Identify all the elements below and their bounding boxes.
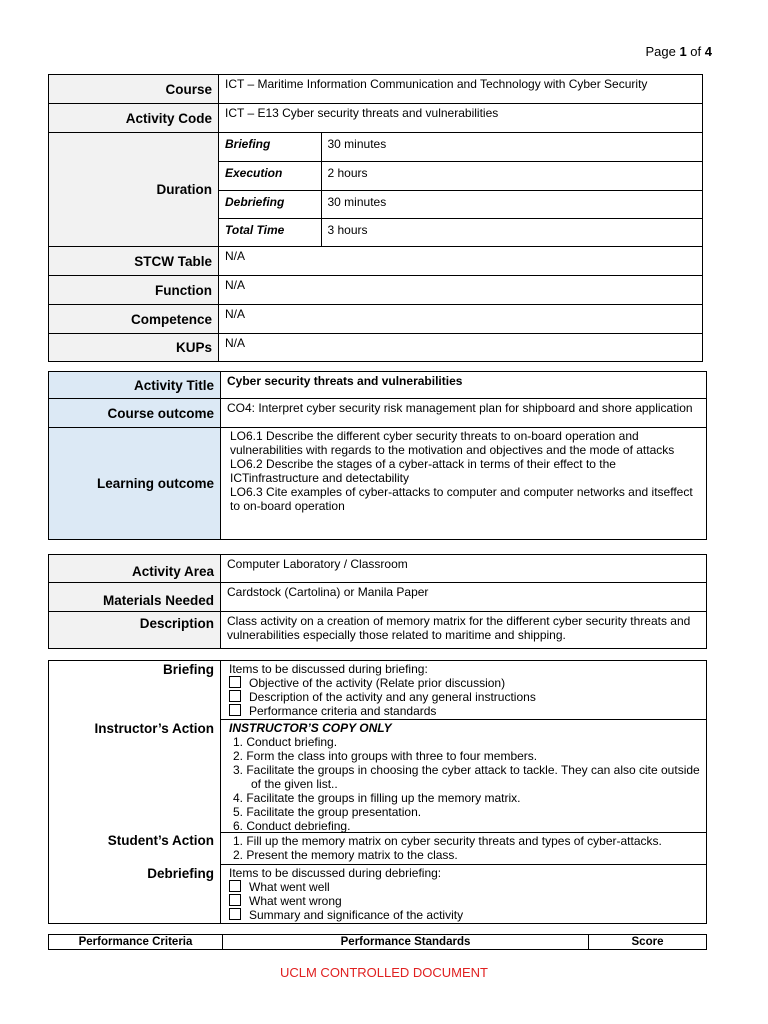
learning-outcome-list (221, 428, 707, 540)
stcw-value: N/A (219, 247, 703, 276)
competence-label: Competence (49, 305, 219, 334)
actions-cell (221, 720, 707, 865)
materials-value: Cardstock (Cartolina) or Manila Paper (221, 583, 707, 612)
kups-label: KUPs (49, 334, 219, 362)
debriefing-item: Summary and significance of the activity (229, 908, 700, 922)
debriefing-item: What went well (229, 880, 700, 894)
checkbox-icon (229, 908, 241, 920)
description-label: Description (49, 612, 221, 649)
function-label: Function (49, 276, 219, 305)
instructor-step: 6. Conduct debriefing. (233, 819, 351, 833)
procedure-table (48, 660, 707, 924)
score-header: Score (589, 935, 707, 950)
performance-standards-header: Performance Standards (223, 935, 589, 950)
activity-code-value: ICT – E13 Cyber security threats and vulnerabilities (219, 104, 703, 133)
duration-execution-value: 2 hours (321, 161, 702, 190)
briefing-intro: Items to be discussed during briefing: (229, 662, 428, 676)
performance-criteria-header: Performance Criteria (49, 935, 223, 950)
debriefing-label: Debriefing (49, 865, 221, 924)
checkbox-icon (229, 676, 241, 688)
student-action-label: Student’s Action (49, 833, 220, 863)
activity-area-value: Computer Laboratory / Classroom (221, 555, 707, 583)
function-value: N/A (219, 276, 703, 305)
debriefing-cell (221, 865, 707, 924)
course-info-table (48, 74, 703, 362)
instructor-step: 2. Form the class into groups with three to four members. (233, 749, 538, 763)
instructor-action-cell (221, 720, 706, 833)
instructor-action-label: Instructor’s Action (49, 720, 220, 833)
debriefing-intro: Items to be discussed during debriefing: (229, 866, 442, 880)
duration-execution-label: Execution (219, 161, 321, 190)
briefing-item: Performance criteria and standards (229, 704, 700, 718)
briefing-cell (221, 661, 707, 720)
stcw-label: STCW Table (49, 247, 219, 276)
learning-outcome-label: Learning outcome (49, 428, 221, 540)
activity-title-value: Cyber security threats and vulnerabilities (221, 372, 707, 399)
instructor-step: 4. Facilitate the groups in filling up the memory matrix. (233, 791, 521, 805)
page-number (645, 44, 712, 59)
description-value: Class activity on a creation of memory matrix for the different cyber security threats and vulnerabilities especially those related to maritime and shipping. (221, 612, 707, 649)
activity-title-label: Activity Title (49, 372, 221, 399)
kups-value: N/A (219, 334, 703, 362)
page-current: 1 (679, 44, 687, 59)
duration-briefing-label: Briefing (219, 133, 321, 161)
materials-label: Materials Needed (49, 583, 221, 612)
instructor-step: 3. Facilitate the groups in choosing the cyber attack to tackle. They can also cite outside of the given list.. (233, 763, 700, 791)
duration-total-label: Total Time (219, 218, 321, 246)
duration-total-value: 3 hours (321, 218, 702, 246)
activity-area-table (48, 554, 707, 649)
briefing-item: Description of the activity and any general instructions (229, 690, 700, 704)
briefing-label: Briefing (49, 661, 221, 720)
learning-outcome-1: LO6.1 Describe the different cyber security threats to on-board operation and vulnerabilities with regards to the motivation and objectives and the mode of attacks (230, 429, 675, 457)
duration-briefing-value: 30 minutes (321, 133, 702, 161)
instructor-step: 1. Conduct briefing. (233, 735, 338, 749)
duration-label: Duration (49, 133, 219, 247)
checkbox-icon (229, 880, 241, 892)
duration-debriefing-label: Debriefing (219, 190, 321, 218)
performance-header-table (48, 934, 707, 950)
learning-outcome-2: LO6.2 Describe the stages of a cyber-attack in terms of their effect to the ICTinfrastructure and detectability (230, 457, 616, 485)
learning-outcome-3: LO6.3 Cite examples of cyber-attacks to computer and computer networks and itseffect to on-board operation (230, 485, 693, 513)
checkbox-icon (229, 704, 241, 716)
activity-area-label: Activity Area (49, 555, 221, 583)
instructor-step: 5. Facilitate the group presentation. (233, 805, 422, 819)
student-step: 1. Fill up the memory matrix on cyber security threats and types of cyber-attacks. (233, 834, 662, 848)
duration-table (219, 133, 702, 246)
competence-value: N/A (219, 305, 703, 334)
outcomes-table (48, 371, 707, 540)
controlled-document-footer: UCLM CONTROLLED DOCUMENT (279, 965, 488, 980)
checkbox-icon (229, 690, 241, 702)
duration-cell (219, 133, 703, 247)
debriefing-item: What went wrong (229, 894, 700, 908)
instructor-copy-note: INSTRUCTOR’S COPY ONLY (229, 721, 392, 735)
page-prefix: Page (645, 44, 680, 59)
actions-label-cell (49, 720, 221, 865)
activity-code-label: Activity Code (49, 104, 219, 133)
course-outcome-value: CO4: Interpret cyber security risk management plan for shipboard and shore application (221, 399, 707, 428)
student-step: 2. Present the memory matrix to the class. (233, 848, 458, 862)
briefing-item: Objective of the activity (Relate prior discussion) (229, 676, 700, 690)
checkbox-icon (229, 894, 241, 906)
course-label: Course (49, 75, 219, 104)
page-sep: of (686, 44, 705, 59)
course-value: ICT – Maritime Information Communication and Technology with Cyber Security (219, 75, 703, 104)
student-action-cell (221, 833, 706, 864)
course-outcome-label: Course outcome (49, 399, 221, 428)
page-total: 4 (704, 44, 712, 59)
duration-debriefing-value: 30 minutes (321, 190, 702, 218)
